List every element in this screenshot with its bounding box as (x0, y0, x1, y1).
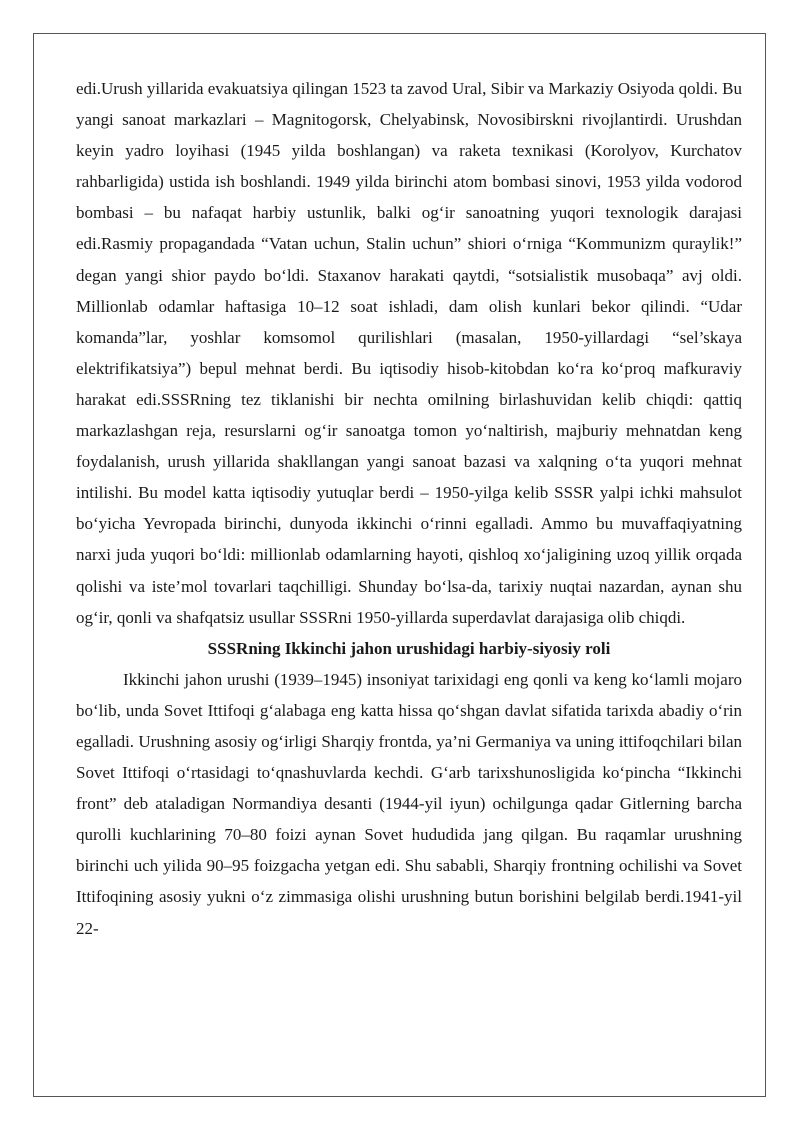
body-paragraph: edi.Urush yillarida evakuatsiya qilingan 1523 ta zavod Ural, Sibir va Markaziy Osiyoda qoldi. Bu yangi sanoat markazlari – Magnitogorsk, Chelyabinsk, Novosibirskni rivojlantirdi. Urushdan keyin yadro loyihasi (1945 yilda boshlangan) va raketa texnikasi (Korolyov, Kurchatov rahbarligida) ustida ish boshlandi. 1949 yilda birinchi atom bombasi sinovi, 1953 yilda vodorod bombasi – bu nafaqat harbiy ustunlik, balki ogʻir sanoatning yuqori texnologik darajasi edi.Rasmiy propagandada “Vatan uchun, Stalin uchun” shiori oʻrniga “Kommunizm quraylik!” degan yangi shior paydo boʻldi. Staxanov harakati qaytdi, “sotsialistik musobaqa” avj oldi. Millionlab odamlar haftasiga 10–12 soat ishladi, dam olish kunlari bekor qilindi. “Udar komanda”lar, yoshlar komsomol qurilishlari (masalan, 1950-yillardagi “sel’skaya elektrifikatsiya”) bepul mehnat berdi. Bu iqtisodiy hisob-kitobdan koʻra koʻproq mafkuraviy harakat edi.SSSRning tez tiklanishi bir nechta omilning birlashuvidan kelib chiqdi: qattiq markazlashgan reja, resurslarni ogʻir sanoatga tomon yoʻnaltirish, majburiy mehnatdan keng foydalanish, urush yillarida shakllangan yangi sanoat bazasi va xalqning oʻta yuqori mehnat intilishi. Bu model katta iqtisodiy yutuqlar berdi – 1950-yilga kelib SSSR yalpi ichki mahsulot boʻyicha Yevropada birinchi, dunyoda ikkinchi oʻrinni egalladi. Ammo bu muvaffaqiyatning narxi juda yuqori boʻldi: millionlab odamlarning hayoti, qishloq xoʻjaligining uzoq yillik orqada qolishi va iste’mol tovarlari taqchilligi. Shunday boʻlsa-da, tarixiy nuqtai nazardan, aynan shu ogʻir, qonli va shafqatsiz usullar SSSRni 1950-yillarda superdavlat darajasiga olib chiqdi. (76, 79, 742, 627)
section-heading: SSSRning Ikkinchi jahon urushidagi harbiy-siyosiy roli (207, 638, 611, 658)
document-body (76, 73, 742, 944)
body-paragraph: Ikkinchi jahon urushi (1939–1945) insoniyat tarixidagi eng qonli va keng koʻlamli mojaro boʻlib, unda Sovet Ittifoqi gʻalabaga eng katta hissa qoʻshgan davlat sifatida tarixda abadiy oʻrin egalladi. Urushning asosiy ogʻirligi Sharqiy frontda, ya’ni Germaniya va uning ittifoqchilari bilan Sovet Ittifoqi oʻrtasidagi toʻqnashuvlarda kechdi. Gʻarb tarixshunosligida koʻpincha “Ikkinchi front” deb ataladigan Normandiya desanti (1944-yil iyun) ochilgunga qadar Gitlerning barcha qurolli kuchlarining 70–80 foizi aynan Sovet hududida jang qilgan. Bu raqamlar urushning birinchi uch yilida 90–95 foizgacha yetgan edi. Shu sababli, Sharqiy frontning ochilishi va Sovet Ittifoqining asosiy yukni oʻz zimmasiga olishi urushning butun borishini belgilab berdi.1941-yil 22- (76, 669, 742, 938)
